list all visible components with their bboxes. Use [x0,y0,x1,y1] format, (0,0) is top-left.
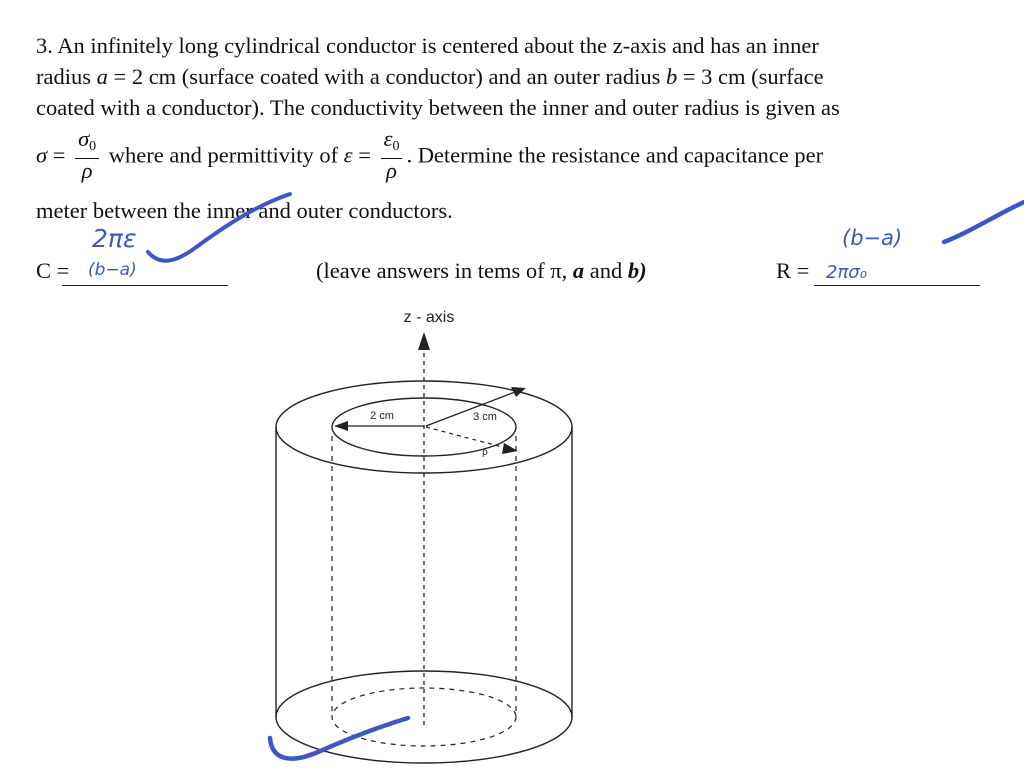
var-a: a [96,64,108,89]
hw-r-denominator: 2πσ₀ [826,262,867,283]
var-a: a [572,258,585,283]
sigma-symbol: σ [36,142,48,168]
hw-r-numerator: (b−a) [842,226,903,250]
z-axis-arrowhead [418,332,430,350]
text-segment: radius [36,64,97,89]
inner-radius-label: 2 cm [370,410,394,422]
eps-num: ε [383,126,393,151]
text-segment: = 3 cm (surface [677,64,824,89]
var-b: b [665,64,678,89]
hw-c-numerator: 2πε [92,224,137,253]
checkmark-c-icon [148,194,290,261]
rho-denominator: ρ [386,158,397,183]
problem-text: 3. An infinitely long cylindrical conductor is centered about the z-axis and has an inner [36,33,819,58]
checkmark-figure-icon [270,718,408,759]
epsilon-symbol: ε [343,142,353,168]
checkmark-r-icon [944,202,1024,242]
r-label-text: R = [776,258,810,283]
rho-label: ρ [482,447,488,458]
hw-c-denominator: (b−a) [88,260,137,280]
var-b: b) [627,258,647,283]
inner-radius-arrowhead [334,421,348,431]
rho-denominator: ρ [81,158,93,183]
instruction-segment: and [584,258,628,283]
outer-radius-label: 3 cm [473,411,497,423]
subscript: 0 [392,139,400,154]
equals: = [47,142,72,168]
problem-text: meter between the inner and outer conductors. [36,198,453,223]
problem-text: coated with a conductor). The conductivity between the inner and outer radius is given as [36,95,840,120]
text-segment: . Determine the resistance and capacitance per [406,142,824,168]
text-segment: = 2 cm (surface coated with a conductor) and an outer radius [107,64,666,89]
subscript: 0 [89,139,97,154]
outer-radius-line [426,392,515,426]
text-segment: where and permittivity of [103,142,344,168]
sigma-num: σ [78,126,90,151]
equals: = [352,142,377,168]
bottom-outer-back [276,671,572,717]
rho-line [426,427,506,448]
z-axis-label: z - axis [403,309,455,326]
instruction-segment: (leave answers in tems of π, [316,258,573,283]
c-label-text: C = [36,258,70,283]
